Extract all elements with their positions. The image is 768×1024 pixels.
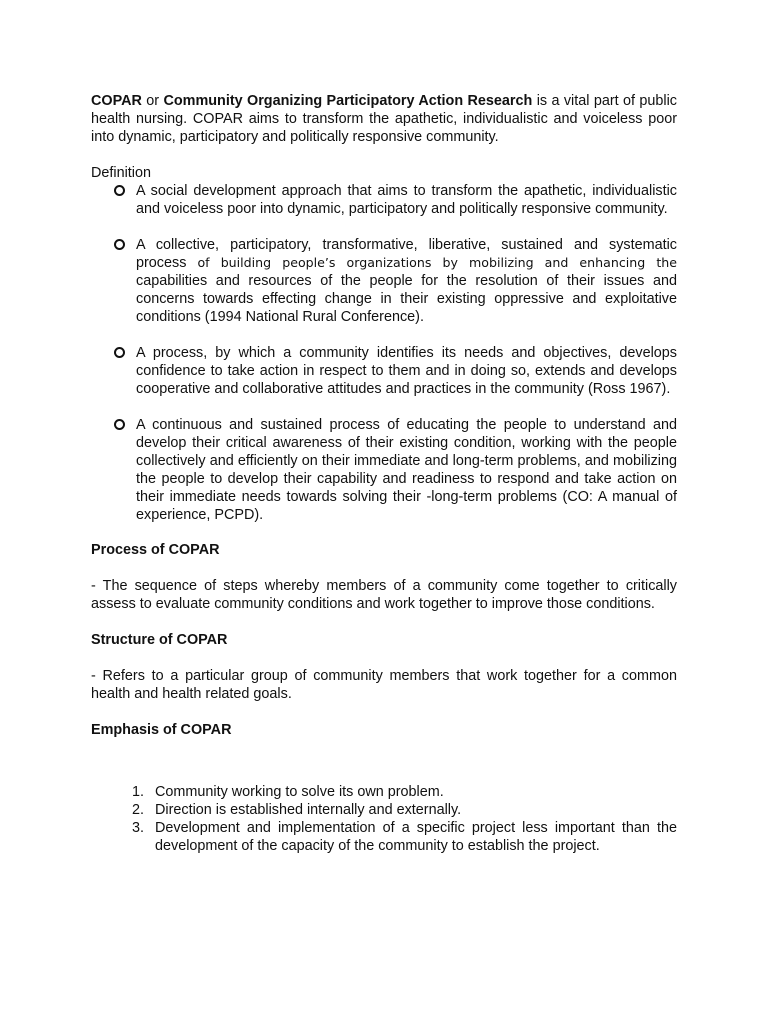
emphasis-list [91, 783, 677, 855]
process-text: - The sequence of steps whereby members of a community come together to critically assess to evaluate community conditions and work together to improve those conditions. [91, 578, 677, 612]
term-full-name: Community Organizing Participatory Action Research [163, 93, 533, 109]
intro-paragraph [91, 92, 677, 146]
emphasis-text: Development and implementation of a specific project less important than the development of the capacity of the community to establish the project. [155, 820, 677, 854]
list-number: 2. [132, 802, 145, 818]
intro-connector: or [141, 93, 164, 109]
definition-label: Definition [91, 165, 151, 181]
hollow-circle-bullet-icon [114, 347, 125, 358]
structure-heading: Structure of COPAR [91, 632, 228, 648]
intro-text: is a vital part of public health nursing. COPAR aims to transform the apathetic, individualistic and voiceless poor into dynamic, participatory and politically responsive community. [91, 93, 677, 145]
definition-item [91, 416, 677, 524]
definition-item [91, 182, 677, 218]
structure-text: - Refers to a particular group of community members that work together for a common health and health related goals. [91, 668, 677, 702]
definition-text: A continuous and sustained process of educating the people to understand and develop their critical awareness of their existing condition, working with the people collectively and efficiently on their immediate and long-term problems, and mobilizing the people to develop their capability and readiness to respond and take action on their immediate needs towards solving their -long-term problems (CO: A manual of experience, PCPD). [136, 417, 677, 523]
list-number: 1. [132, 784, 145, 800]
hollow-circle-bullet-icon [114, 419, 125, 430]
definition-item [91, 344, 677, 398]
emphasis-heading: Emphasis of COPAR [91, 722, 232, 738]
hollow-circle-bullet-icon [114, 239, 125, 250]
definition-list [91, 182, 677, 524]
definition-text: A social development approach that aims to transform the apathetic, individualistic and voiceless poor into dynamic, participatory and politically responsive community. [136, 183, 677, 217]
emphasis-item [91, 801, 677, 819]
emphasis-item [91, 783, 677, 801]
term-abbreviation: COPAR [91, 93, 142, 109]
hollow-circle-bullet-icon [114, 185, 125, 196]
emphasis-text: Direction is established internally and externally. [155, 802, 462, 818]
definition-text-end: capabilities and resources of the people for the resolution of their issues and concerns towards effecting change in their existing oppressive and exploitative conditions (1994 National Rural Conference). [136, 273, 677, 325]
emphasis-item [91, 819, 677, 855]
emphasis-text: Community working to solve its own problem. [155, 784, 444, 800]
definition-text: A process, by which a community identifies its needs and objectives, develops confidence to take action in respect to them and in doing so, extends and develops cooperative and collaborative attitudes and practices in the community (Ross 1967). [136, 345, 677, 397]
process-heading: Process of COPAR [91, 542, 220, 558]
list-number: 3. [132, 820, 145, 836]
document-page [91, 92, 677, 855]
definition-text-alt-font: of building people’s organizations by mobilizing and enhancing the [197, 255, 677, 270]
definition-text-start: A collective, participatory, transformative, liberative, sustained and systematic process [136, 237, 677, 271]
definition-item [91, 236, 677, 326]
